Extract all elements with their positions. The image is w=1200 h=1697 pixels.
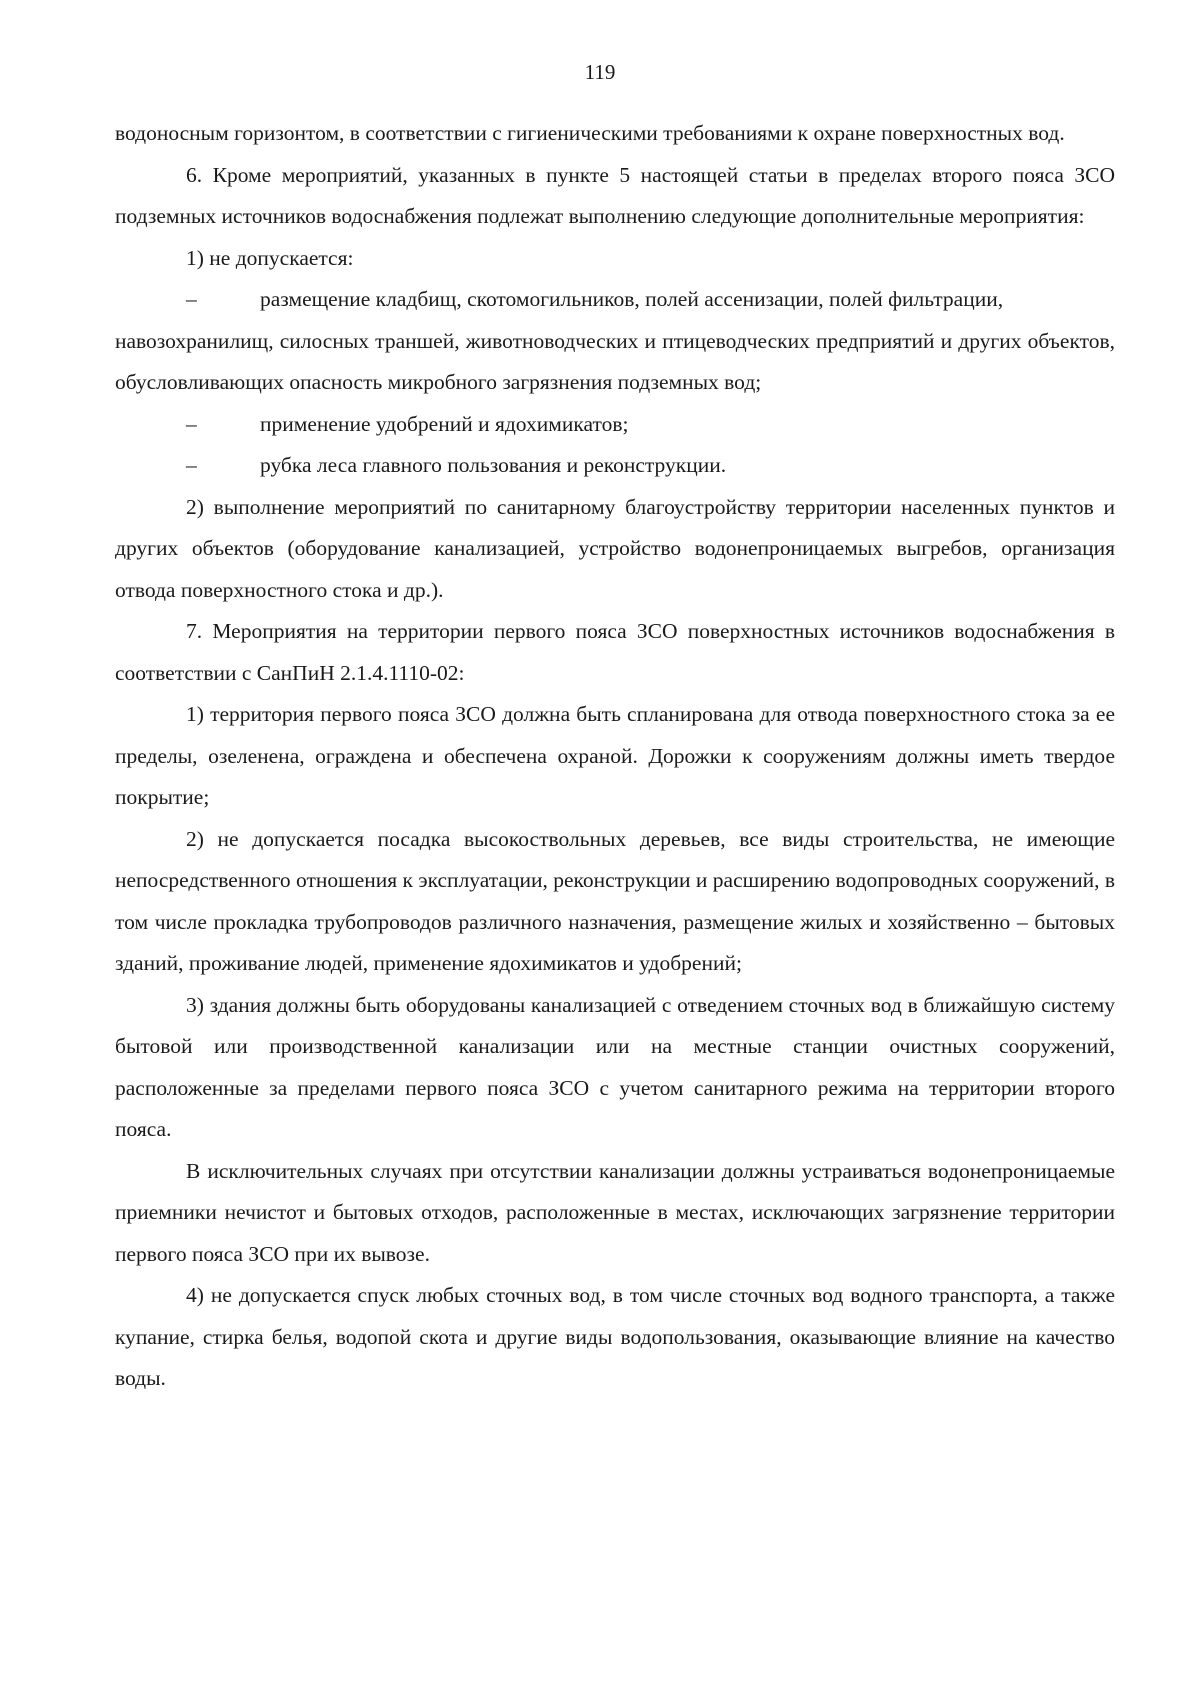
dash-list-item (115, 404, 1115, 446)
paragraph-subitem-3: 3) здания должны быть оборудованы канализацией с отведением сточных вод в ближайшую систему бытовой или производственной канализации или на местные станции очистных сооружений, расположенные за пределами первого пояса ЗСО с учетом санитарного режима на территории второго пояса. (115, 992, 1115, 1141)
paragraph-item-6: 6. Кроме мероприятий, указанных в пункте 5 настоящей статьи в пределах второго пояса ЗСО подземных источников водоснабжения подлежат выполнению следующие дополнительные мероприятия: (115, 162, 1115, 228)
paragraph-subitem-1: 1) территория первого пояса ЗСО должна быть спланирована для отвода поверхностного стока за ее пределы, озеленена, ограждена и обеспечена охраной. Дорожки к сооружениям должны иметь твердое покрытие; (115, 702, 1115, 809)
dash-item-text: размещение кладбищ, скотомогильников, полей ассенизации, полей фильтрации, (260, 287, 1004, 311)
paragraph-subitem-2: 2) выполнение мероприятий по санитарному благоустройству территории населенных пунктов и других объектов (оборудование канализацией, устройство водонепроницаемых выгребов, организация отвода поверхностного стока и др.). (115, 494, 1115, 602)
paragraph-subitem-2: 2) не допускается посадка высокоствольных деревьев, все виды строительства, не имеющие непосредственного отношения к эксплуатации, реконструкции и расширению водопроводных сооружений, в том числе прокладка трубопроводов различного назначения, размещение жилых и хозяйственно – бытовых зданий, проживание людей, применение ядохимикатов и удобрений; (115, 826, 1115, 975)
document-body (115, 113, 1115, 1400)
dash-item-text: применение удобрений и ядохимикатов; (260, 411, 629, 436)
dash-list-item (115, 279, 1115, 321)
dash-marker: – (186, 287, 197, 311)
dash-item-text: рубка леса главного пользования и реконструкции. (260, 453, 727, 477)
dash-marker: – (186, 411, 197, 436)
paragraph-exception: В исключительных случаях при отсутствии канализации должны устраиваться водонепроницаемые приемники нечистот и бытовых отходов, расположенные в местах, исключающих загрязнение территории первого пояса ЗСО при их вывозе. (115, 1158, 1115, 1266)
paragraph-subitem-4: 4) не допускается спуск любых сточных вод, в том числе сточных вод водного транспорта, а также купание, стирка белья, водопой скота и другие виды водопользования, оказывающие влияние на качество воды. (115, 1283, 1115, 1390)
dash-list-item (115, 445, 1115, 487)
paragraph-item-7: 7. Мероприятия на территории первого пояса ЗСО поверхностных источников водоснабжения в соответствии с СанПиН 2.1.4.1110-02: (115, 619, 1115, 685)
dash-marker: – (186, 453, 197, 477)
page-number: 119 (584, 60, 616, 84)
paragraph-continuation: водоносным горизонтом, в соответствии с гигиеническими требованиями к охране поверхностных вод. (115, 121, 1065, 145)
dash-item-continuation: навозохранилищ, силосных траншей, животноводческих и птицеводческих предприятий и других объектов, обусловливающих опасность микробного загрязнения подземных вод; (115, 328, 1115, 394)
paragraph-subitem-1: 1) не допускается: (186, 245, 354, 270)
